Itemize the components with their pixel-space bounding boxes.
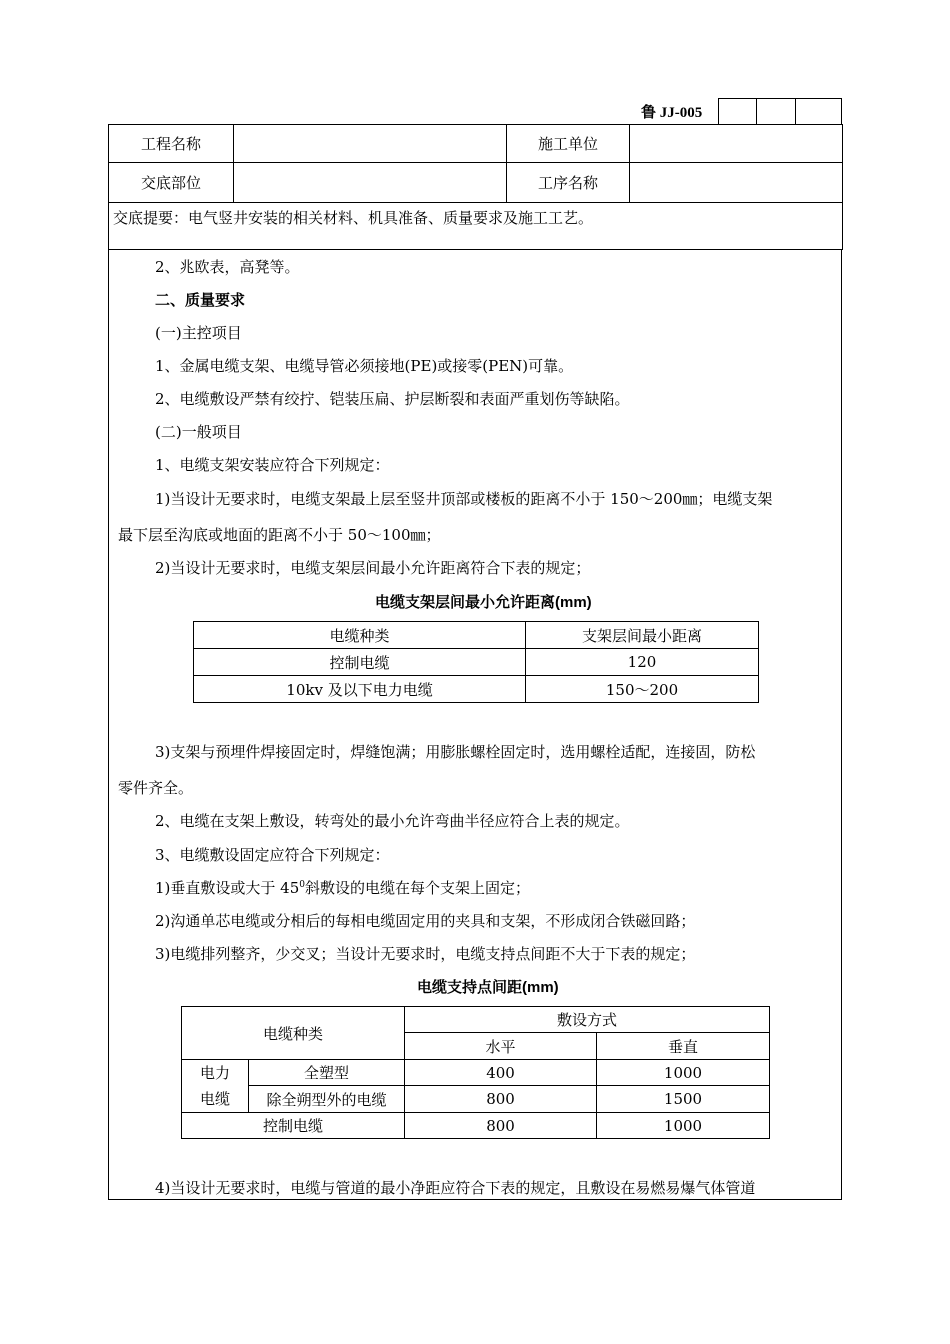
summary: 交底提要：电气竖井安装的相关材料、机具准备、质量要求及施工工艺。	[109, 203, 843, 250]
text-line: 2、兆欧表，高凳等。	[155, 258, 300, 276]
text-line: 2)沟通单芯电缆或分相后的每相电缆固定用的夹具和支架，不形成闭合铁磁回路；	[155, 912, 696, 930]
table1-cell: 控制电缆	[194, 649, 526, 676]
text-line: 3、电缆敷设固定应符合下列规定：	[155, 846, 390, 864]
section-heading: 二、质量要求	[155, 291, 246, 309]
code-box-1	[718, 98, 757, 124]
text-line: (一)主控项目	[155, 324, 242, 342]
text-line: 1、电缆支架安装应符合下列规定：	[155, 456, 390, 474]
header-table	[108, 124, 843, 250]
table1-cell: 10kv 及以下电力电缆	[194, 676, 526, 703]
text-line	[155, 877, 530, 898]
degree-superscript: 0	[299, 880, 305, 890]
table-row	[182, 1086, 770, 1113]
text-line: 2)当设计无要求时，电缆支架层间最小允许距离符合下表的规定；	[155, 559, 591, 577]
process-name-label: 工序名称	[507, 163, 630, 203]
table2-cell: 400	[405, 1060, 597, 1086]
table2-header-method: 敷设方式	[405, 1007, 770, 1033]
project-name-value[interactable]	[234, 125, 507, 163]
table2-cell: 1000	[597, 1060, 770, 1086]
table2-header-horizontal: 水平	[405, 1033, 597, 1060]
table2-caption: 电缆支持点间距(mm)	[417, 979, 559, 996]
text-line: 3)支架与预埋件焊接固定时，焊缝饱满；用膨胀螺栓固定时，选用螺栓适配，连接固，防松	[155, 743, 756, 761]
table-row	[182, 1113, 770, 1139]
table1-cell: 150～200	[526, 676, 759, 703]
code-box-3	[795, 98, 842, 124]
power-cable-line: 电力	[199, 1064, 230, 1082]
disclosure-part-value[interactable]	[234, 163, 507, 203]
table2-header-vertical: 垂直	[597, 1033, 770, 1060]
table2-cell: 1500	[597, 1086, 770, 1113]
table2-cell: 除全朔型外的电缆	[249, 1086, 405, 1113]
project-name-label: 工程名称	[109, 125, 234, 163]
table1	[193, 621, 759, 703]
text-fragment: 斜敷设的电缆在每个支架上固定；	[305, 879, 531, 897]
construction-unit-label: 施工单位	[507, 125, 630, 163]
table2-cell: 800	[405, 1086, 597, 1113]
table1-header-type: 电缆种类	[194, 622, 526, 649]
table1-header-distance: 支架层间最小距离	[526, 622, 759, 649]
table-row	[194, 676, 759, 703]
table2-power-cable	[182, 1060, 249, 1113]
text-line: 3)电缆排列整齐，少交叉；当设计无要求时，电缆支持点间距不大于下表的规定；	[155, 945, 696, 963]
table2-cell: 控制电缆	[182, 1113, 405, 1139]
text-line: 零件齐全。	[118, 779, 194, 797]
text-line: 1、金属电缆支架、电缆导管必须接地(PE)或接零(PEN)可靠。	[155, 357, 574, 375]
text-fragment: 1)垂直敷设或大于 45	[155, 879, 300, 897]
text-line: 最下层至沟底或地面的距离不小于 50～100㎜；	[118, 526, 441, 544]
form-code: 鲁 JJ-005	[641, 105, 703, 121]
table-row	[182, 1060, 770, 1086]
table2-cell: 1000	[597, 1113, 770, 1139]
table2-cell: 全塑型	[249, 1060, 405, 1086]
text-line: 4)当设计无要求时，电缆与管道的最小净距应符合下表的规定，且敷设在易燃易爆气体管道	[155, 1179, 756, 1197]
table1-caption: 电缆支架层间最小允许距离(mm)	[375, 594, 592, 611]
power-cable-line: 电缆	[199, 1090, 230, 1108]
process-name-value[interactable]	[630, 163, 843, 203]
text-line: 1)当设计无要求时，电缆支架最上层至竖井顶部或楼板的距离不小于 150～200㎜；电缆支架	[155, 490, 773, 508]
construction-unit-value[interactable]	[630, 125, 843, 163]
table-row	[194, 649, 759, 676]
text-line: 2、电缆在支架上敷设，转弯处的最小允许弯曲半径应符合上表的规定。	[155, 812, 630, 830]
table2	[181, 1006, 770, 1139]
text-line: (二)一般项目	[155, 423, 242, 441]
disclosure-part-label: 交底部位	[109, 163, 234, 203]
code-box-2	[756, 98, 796, 124]
table2-cell: 800	[405, 1113, 597, 1139]
table1-cell: 120	[526, 649, 759, 676]
text-line: 2、电缆敷设严禁有绞拧、铠装压扁、护层断裂和表面严重划伤等缺陷。	[155, 390, 630, 408]
table2-header-type: 电缆种类	[182, 1007, 405, 1060]
